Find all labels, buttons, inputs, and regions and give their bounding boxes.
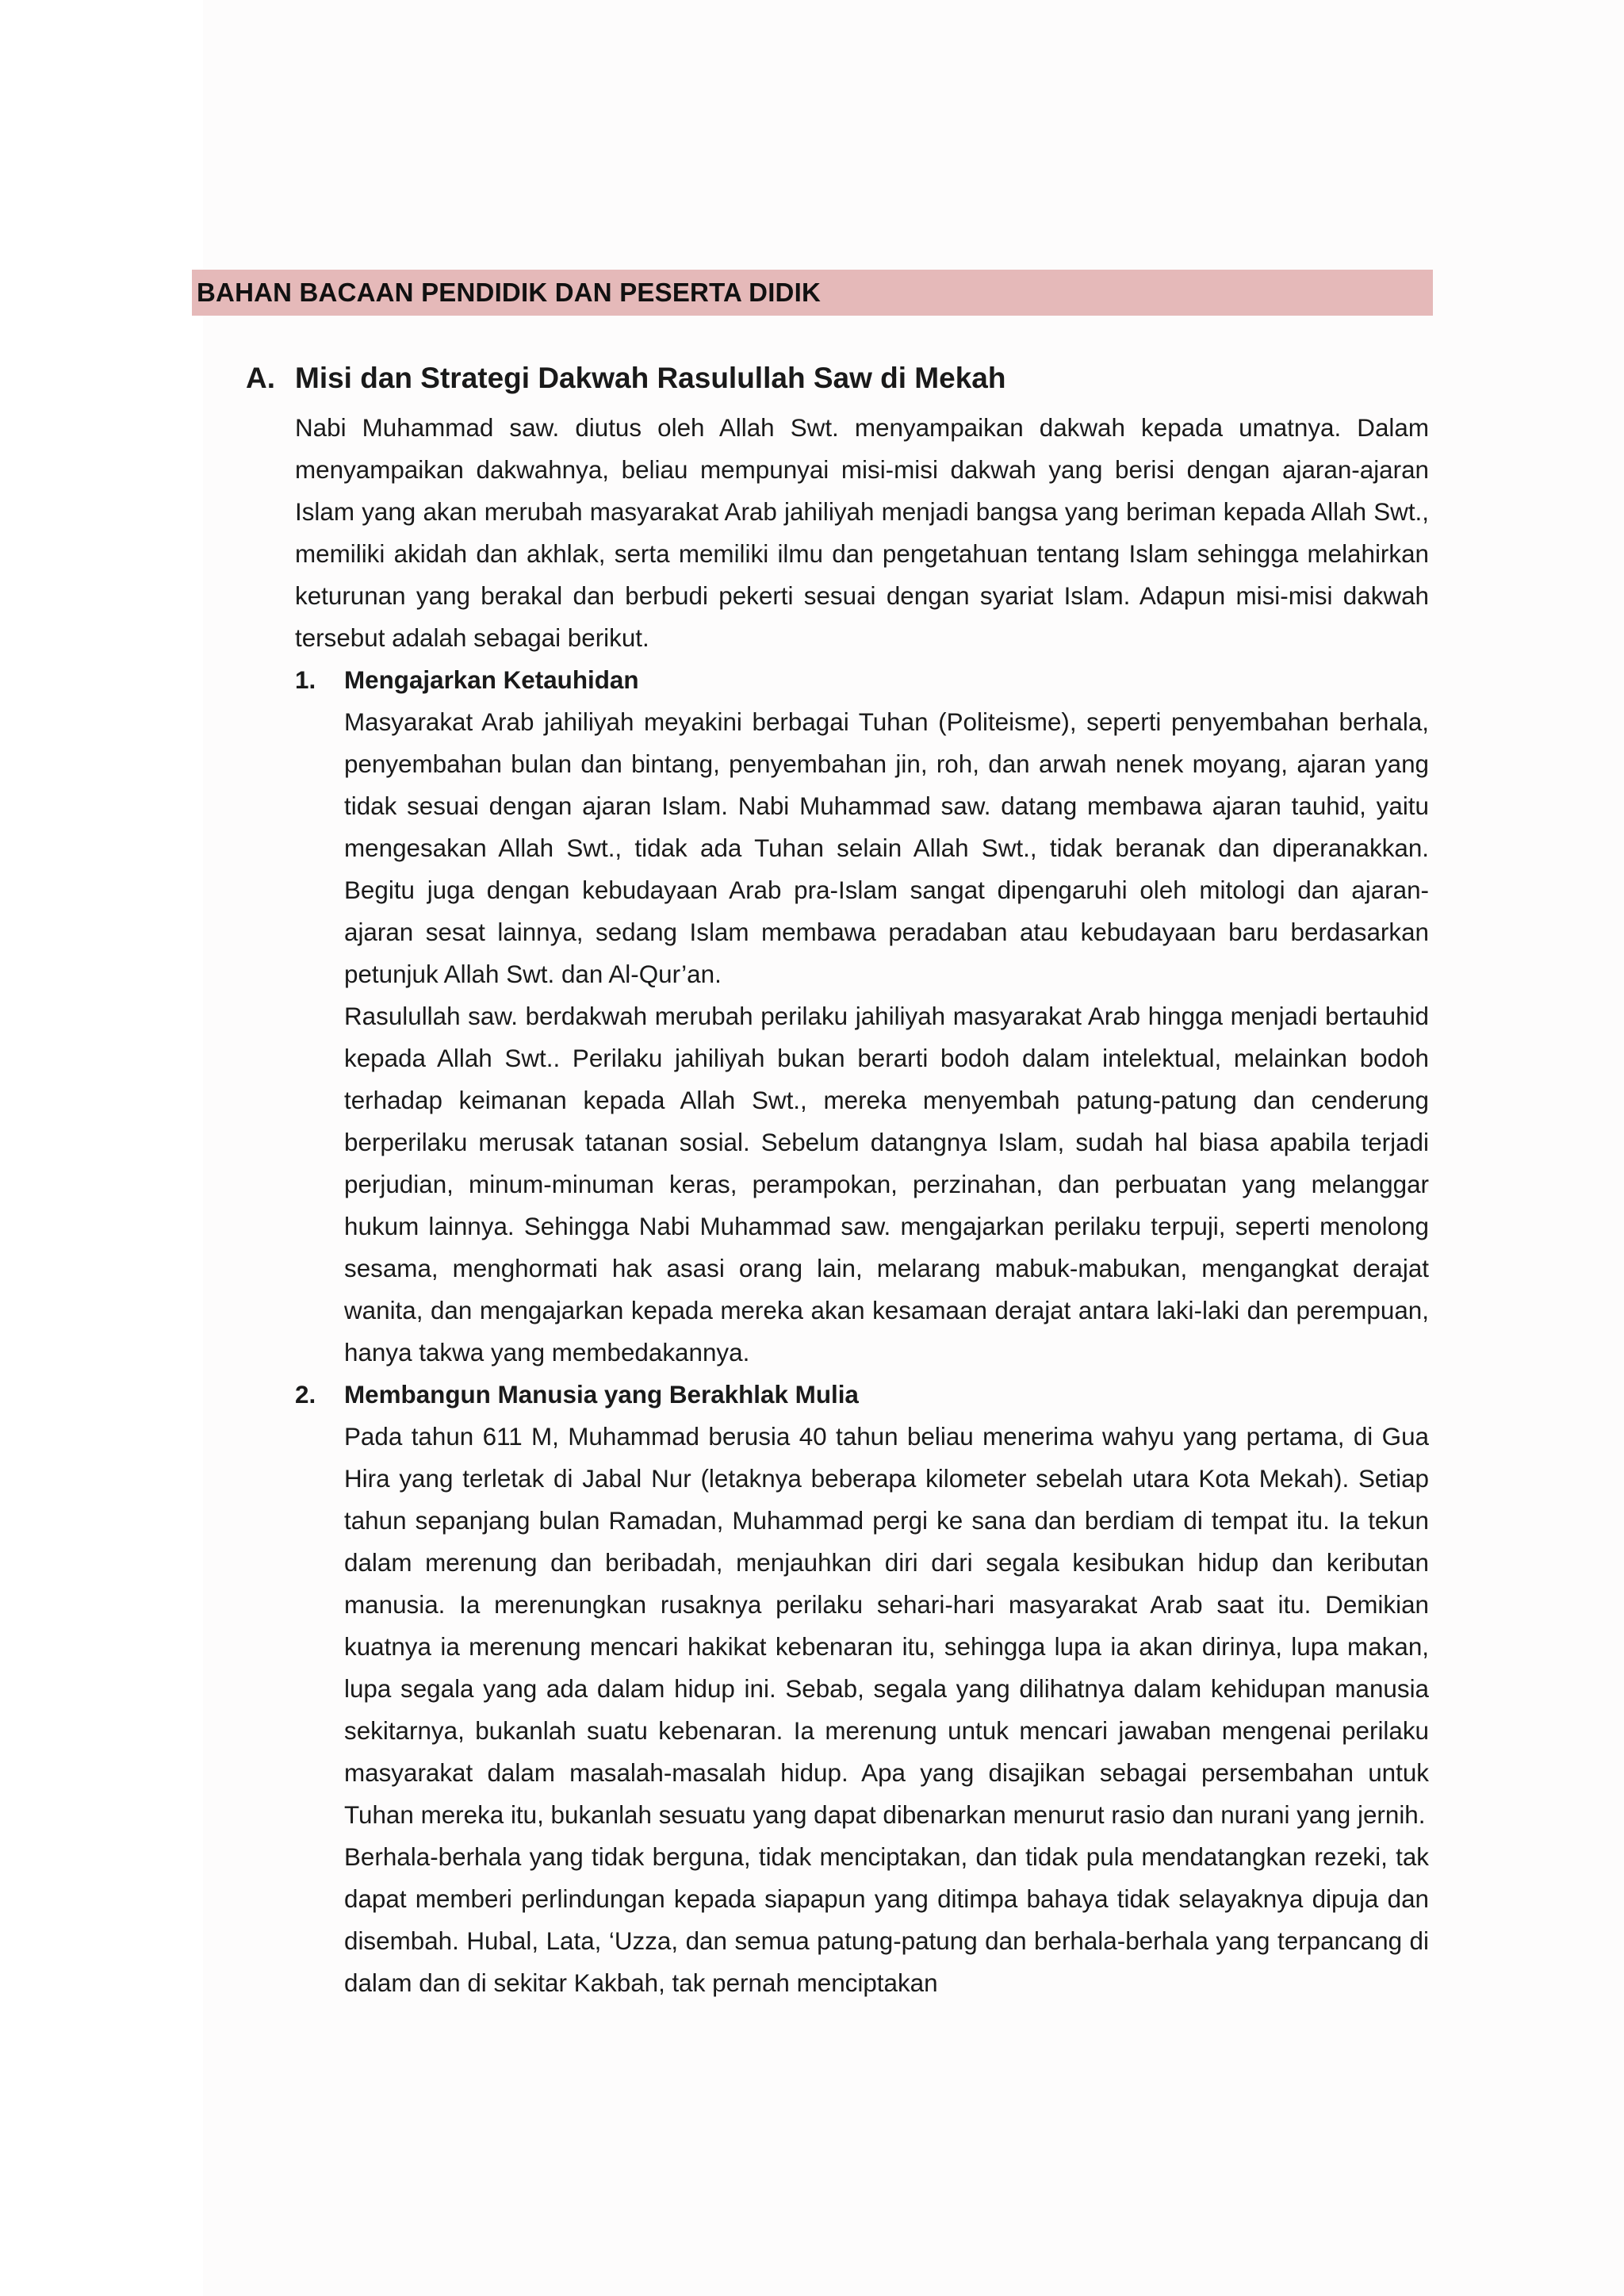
paragraph: Berhala-berhala yang tidak berguna, tidak menciptakan, dan tidak pula mendatangkan rezeki, tak dapat memberi perlindungan kepada siapapun yang ditimpa bahaya tidak selayaknya dipuja dan disembah. Hubal, Lata, ‘Uzza, dan semua patung-patung dan berhala-berhala yang terpancang di dalam dan di sekitar Kakbah, tak pernah menciptakan [344, 1843, 1429, 1997]
section-a-letter: A. [246, 362, 275, 394]
paragraph: Rasulullah saw. berdakwah merubah perilaku jahiliyah masyarakat Arab hingga menjadi bertauhid kepada Allah Swt.. Perilaku jahiliyah bukan berarti bodoh dalam intelektual, melainkan bodoh terhadap keimanan kepada Allah Swt., mereka menyembah patung-patung dan cenderung berperilaku merusak tatanan sosial. Sebelum datangnya Islam, sudah hal biasa apabila terjadi perjudian, minum-minuman keras, perampokan, perzinahan, dan perbuatan yang melanggar hukum lainnya. Sehingga Nabi Muhammad saw. mengajarkan perilaku terpuji, seperti menolong sesama, menghormati hak asasi orang lain, melarang mabuk-mabukan, mengangkat derajat wanita, dan mengajarkan kepada mereka akan kesamaan derajat antara laki-laki dan perempuan, hanya takwa yang membedakannya. [344, 1002, 1429, 1366]
section-a-intro: Nabi Muhammad saw. diutus oleh Allah Swt. menyampaikan dakwah kepada umatnya. Dalam menyampaikan dakwahnya, beliau mempunyai misi-misi dakwah yang berisi dengan ajaran-ajaran Islam yang akan merubah masyarakat Arab jahiliyah menjadi bangsa yang beriman kepada Allah Swt., memiliki akidah dan akhlak, serta memiliki ilmu dan pengetahuan tentang Islam sehingga melahirkan keturunan yang berakal dan berbudi pekerti sesuai dengan syariat Islam. Adapun misi-misi dakwah tersebut adalah sebagai berikut. [295, 414, 1429, 652]
section-a-heading [246, 362, 1005, 395]
list-item-1-body [344, 701, 1429, 1374]
header-title: BAHAN BACAAN PENDIDIK DAN PESERTA DIDIK [197, 278, 821, 307]
list-item-2-number: 2. [295, 1381, 316, 1409]
list-item-2 [295, 1374, 1429, 2004]
list-item-2-heading [295, 1374, 1429, 1416]
header-bar [192, 270, 1433, 316]
list-item-2-title: Membangun Manusia yang Berakhlak Mulia [344, 1381, 859, 1409]
list-item-1-number: 1. [295, 666, 316, 694]
list-item-1-title: Mengajarkan Ketauhidan [344, 666, 639, 694]
paragraph: Masyarakat Arab jahiliyah meyakini berbagai Tuhan (Politeisme), seperti penyembahan berhala, penyembahan bulan dan bintang, penyembahan jin, roh, dan arwah nenek moyang, ajaran yang tidak sesuai dengan ajaran Islam. Nabi Muhammad saw. datang membawa ajaran tauhid, yaitu mengesakan Allah Swt., tidak ada Tuhan selain Allah Swt., tidak beranak dan diperanakkan. Begitu juga dengan kebudayaan Arab pra-Islam sangat dipengaruhi oleh mitologi dan ajaran-ajaran sesat lainnya, sedang Islam membawa peradaban atau kebudayaan baru berdasarkan petunjuk Allah Swt. dan Al-Qur’an. [344, 708, 1429, 988]
paragraph: Pada tahun 611 M, Muhammad berusia 40 tahun beliau menerima wahyu yang pertama, di Gua Hira yang terletak di Jabal Nur (letaknya beberapa kilometer sebelah utara Kota Mekah). Setiap tahun sepanjang bulan Ramadan, Muhammad pergi ke sana dan berdiam di tempat itu. Ia tekun dalam merenung dan beribadah, menjauhkan diri dari segala kesibukan hidup dan keributan manusia. Ia merenungkan rusaknya perilaku sehari-hari masyarakat Arab saat itu. Demikian kuatnya ia merenung mencari hakikat kebenaran itu, sehingga lupa ia akan dirinya, lupa makan, lupa segala yang ada dalam hidup ini. Sebab, segala yang dilihatnya dalam kehidupan manusia sekitarnya, bukanlah suatu kebenaran. Ia merenung untuk mencari jawaban mengenai perilaku masyarakat dalam masalah-masalah hidup. Apa yang disajikan sebagai persembahan untuk Tuhan mereka itu, bukanlah sesuatu yang dapat dibenarkan menurut rasio dan nurani yang jernih. [344, 1423, 1429, 1829]
list-item-1 [295, 659, 1429, 1374]
list-item-1-heading [295, 659, 1429, 701]
section-a-content [295, 407, 1429, 2004]
list-item-2-body [344, 1416, 1429, 2004]
section-a-title: Misi dan Strategi Dakwah Rasulullah Saw di Mekah [295, 362, 1006, 394]
